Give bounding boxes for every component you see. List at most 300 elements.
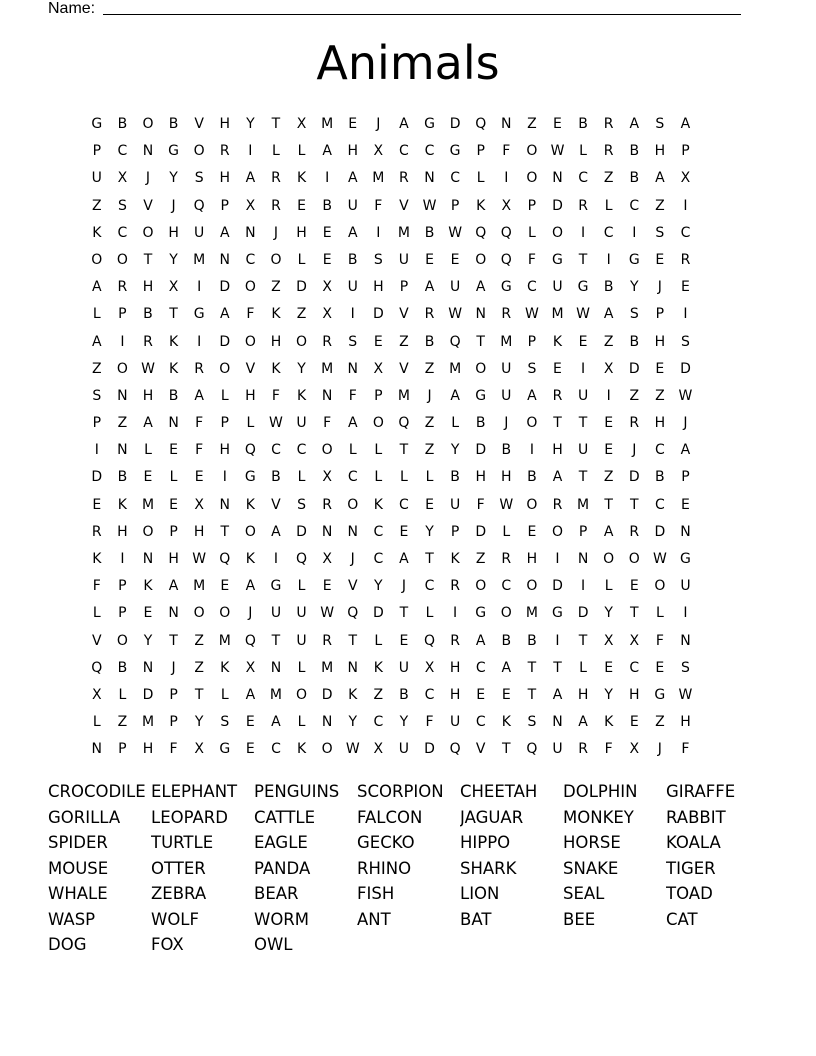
grid-letter: C (603, 224, 614, 241)
grid-letter: H (219, 170, 231, 187)
grid-letter: X (322, 279, 332, 296)
grid-letter: C (680, 224, 691, 241)
grid-letter: W (678, 387, 693, 404)
word-list-item: FISH (357, 884, 395, 903)
grid-letter: G (91, 116, 103, 132)
grid-letter: P (220, 197, 229, 214)
grid-row (84, 383, 698, 410)
grid-letter: Q (449, 741, 461, 758)
grid-letter: D (424, 741, 435, 758)
grid-letter: U (449, 496, 461, 513)
grid-letter: D (296, 279, 307, 296)
grid-letter: U (449, 714, 461, 731)
grid-letter: T (348, 632, 358, 649)
grid-letter: B (629, 143, 640, 160)
grid-letter: S (220, 714, 230, 731)
grid-letter: H (449, 686, 461, 703)
word-list-item: LEOPARD (151, 807, 228, 827)
grid-letter: G (193, 306, 205, 323)
grid-letter: L (655, 605, 664, 622)
grid-letter: T (169, 632, 178, 649)
grid-letter: D (91, 469, 103, 486)
grid-letter: H (629, 686, 640, 703)
grid-letter: M (321, 116, 334, 132)
grid-letter: A (92, 333, 102, 350)
grid-letter: Z (117, 415, 128, 432)
grid-row (84, 546, 698, 573)
grid-letter: N (321, 387, 333, 404)
grid-letter: L (92, 714, 101, 731)
grid-letter: I (376, 224, 381, 241)
grid-letter: Z (655, 197, 665, 214)
word-list-item: GECKO (357, 833, 415, 852)
grid-letter: V (143, 197, 153, 214)
grid-letter: H (552, 442, 563, 459)
grid-letter: U (347, 279, 358, 296)
grid-letter: J (657, 741, 662, 758)
grid-letter: A (143, 415, 153, 432)
grid-letter: L (297, 578, 306, 595)
grid-letter: C (271, 741, 281, 758)
word-list-item: TOAD (666, 884, 713, 903)
grid-row (84, 573, 698, 600)
grid-letter: O (500, 605, 512, 622)
grid-letter: O (603, 551, 615, 567)
grid-letter: P (92, 143, 102, 160)
grid-letter: D (372, 306, 384, 323)
grid-letter: O (116, 632, 128, 649)
grid-letter: J (376, 116, 381, 132)
word-list-item: PENGUINS (254, 782, 340, 801)
grid-letter: B (527, 632, 537, 649)
grid-letter: Z (655, 714, 665, 731)
grid-letter: L (297, 251, 306, 268)
grid-letter: X (424, 659, 435, 676)
grid-letter: K (296, 170, 307, 187)
grid-letter: E (681, 279, 690, 296)
grid-letter: E (655, 251, 665, 268)
grid-letter: P (527, 333, 537, 350)
grid-letter: Y (425, 523, 434, 540)
grid-letter: D (219, 333, 231, 350)
grid-letter: E (425, 251, 434, 268)
grid-letter: T (399, 605, 409, 622)
grid-letter: T (169, 306, 178, 323)
grid-letter: O (475, 251, 487, 268)
grid-letter: L (527, 224, 536, 241)
grid-letter: C (654, 496, 665, 513)
grid-letter: Q (500, 224, 512, 241)
grid-letter: U (398, 659, 410, 676)
grid-letter: H (117, 523, 128, 540)
grid-row (84, 628, 698, 655)
grid-letter: W (652, 551, 667, 567)
grid-letter: S (348, 333, 358, 350)
grid-letter: E (655, 659, 665, 676)
grid-letter: Z (424, 442, 435, 459)
grid-letter: R (450, 578, 460, 595)
grid-letter: X (322, 551, 332, 567)
grid-letter: T (578, 469, 588, 486)
grid-letter: T (629, 496, 639, 513)
grid-letter: D (577, 605, 589, 622)
grid-letter: J (350, 551, 355, 567)
grid-letter: P (169, 523, 178, 540)
grid-letter: O (551, 224, 563, 241)
grid-letter: E (143, 605, 153, 622)
grid-letter: A (424, 279, 435, 296)
grid-letter: I (197, 279, 202, 296)
name-underline (103, 14, 741, 15)
grid-letter: I (504, 170, 509, 187)
grid-letter: X (373, 143, 384, 160)
grid-letter: R (322, 496, 332, 513)
grid-row (84, 301, 698, 328)
grid-letter: I (94, 442, 99, 459)
grid-letter: Z (603, 333, 614, 350)
grid-letter: P (118, 306, 127, 323)
grid-letter: E (553, 360, 562, 377)
grid-letter: C (245, 251, 256, 268)
grid-letter: L (579, 659, 587, 676)
grid-letter: E (578, 333, 588, 350)
grid-letter: M (372, 170, 385, 187)
grid-letter: B (629, 170, 640, 187)
grid-letter: X (603, 632, 614, 649)
grid-letter: J (273, 224, 279, 241)
grid-letter: V (347, 578, 358, 595)
grid-letter: U (680, 578, 691, 595)
grid-letter: U (577, 442, 589, 459)
grid-letter: Q (193, 197, 205, 214)
grid-letter: B (322, 197, 332, 214)
grid-letter: I (325, 170, 330, 187)
word-list-item: OWL (254, 935, 293, 954)
grid-letter: M (577, 496, 590, 513)
grid-letter: L (297, 659, 306, 676)
grid-row (84, 193, 698, 220)
grid-letter: Q (500, 251, 512, 268)
grid-letter: C (450, 170, 460, 187)
grid-letter: F (502, 143, 511, 160)
grid-letter: D (654, 523, 666, 540)
grid-letter: L (425, 605, 434, 622)
grid-letter: E (92, 496, 102, 513)
grid-letter: O (116, 251, 128, 268)
word-list-item: WOLF (151, 909, 199, 929)
grid-letter: I (683, 605, 688, 622)
grid-letter: L (297, 714, 306, 731)
grid-letter: L (220, 387, 229, 404)
grid-letter: O (91, 251, 103, 268)
grid-letter: Z (399, 333, 409, 350)
grid-letter: P (169, 714, 178, 731)
grid-letter: I (350, 306, 355, 323)
grid-letter: T (425, 551, 434, 567)
grid-letter: A (219, 224, 230, 241)
grid-letter: I (632, 224, 637, 241)
grid-letter: O (628, 551, 640, 567)
grid-letter: L (246, 415, 255, 432)
grid-letter: T (502, 741, 511, 758)
grid-letter: H (142, 279, 154, 296)
grid-letter: D (321, 686, 333, 703)
grid-letter: E (245, 741, 255, 758)
grid-letter: V (399, 360, 409, 377)
grid-letter: R (501, 306, 512, 323)
grid-letter: O (244, 523, 256, 540)
grid-letter: Z (92, 360, 102, 377)
grid-letter: A (527, 387, 537, 404)
grid-letter: B (655, 469, 665, 486)
grid-letter: C (296, 442, 307, 459)
grid-letter: R (322, 632, 332, 649)
grid-letter: S (297, 496, 306, 513)
grid-letter: K (271, 306, 281, 323)
grid-letter: M (218, 632, 231, 649)
letter-grid (84, 111, 698, 764)
grid-letter: E (425, 496, 434, 513)
grid-letter: W (141, 360, 155, 377)
grid-letter: N (142, 143, 154, 160)
grid-row (84, 138, 698, 165)
word-list-item: HIPPO (460, 833, 511, 852)
grid-letter: Z (194, 632, 204, 649)
grid-letter: B (271, 469, 281, 486)
name-field (48, 0, 748, 20)
grid-letter: A (578, 714, 588, 731)
grid-letter: K (168, 333, 179, 350)
grid-letter: C (373, 714, 384, 731)
grid-letter: C (501, 578, 512, 595)
grid-letter: X (92, 686, 102, 703)
grid-letter: A (322, 143, 332, 160)
grid-letter: W (576, 306, 590, 323)
grid-letter: C (424, 578, 435, 595)
grid-letter: T (194, 686, 204, 703)
grid-letter: D (628, 469, 640, 486)
grid-letter: N (347, 659, 358, 676)
word-list-item: WORM (254, 909, 310, 929)
grid-letter: A (245, 578, 256, 595)
grid-letter: V (245, 360, 256, 377)
grid-letter: J (427, 387, 432, 404)
grid-letter: L (374, 632, 383, 649)
grid-letter: Y (450, 442, 460, 459)
grid-letter: M (193, 578, 206, 595)
grid-letter: G (244, 469, 256, 486)
grid-letter: O (654, 578, 666, 595)
grid-letter: Q (244, 442, 256, 459)
grid-letter: E (322, 578, 332, 595)
grid-letter: M (321, 360, 334, 377)
grid-letter: T (553, 659, 562, 676)
grid-letter: U (398, 251, 410, 268)
grid-letter: B (117, 469, 128, 486)
grid-letter: B (603, 279, 614, 296)
grid-letter: N (347, 523, 358, 540)
grid-letter: N (142, 659, 154, 676)
grid-letter: O (526, 143, 538, 160)
grid-letter: E (527, 523, 537, 540)
word-list-item: SCORPION (357, 782, 444, 801)
grid-letter: R (603, 116, 614, 132)
grid-letter: V (194, 116, 204, 132)
grid-letter: R (271, 170, 281, 187)
grid-letter: R (578, 741, 588, 758)
grid-letter: U (449, 279, 461, 296)
grid-letter: S (194, 170, 204, 187)
grid-row (84, 247, 698, 274)
grid-letter: B (117, 659, 128, 676)
grid-letter: S (681, 659, 690, 676)
grid-letter: B (475, 415, 486, 432)
grid-letter: K (552, 333, 563, 350)
grid-letter: Z (92, 197, 102, 214)
grid-letter: O (475, 578, 487, 595)
grid-letter: W (269, 415, 283, 432)
grid-letter: N (321, 523, 333, 540)
grid-letter: X (117, 170, 128, 187)
grid-letter: I (222, 469, 227, 486)
grid-letter: R (322, 333, 332, 350)
grid-letter: O (526, 415, 538, 432)
grid-row (84, 709, 698, 736)
word-list-item: SNAKE (563, 858, 619, 878)
grid-letter: D (219, 279, 231, 296)
grid-letter: K (92, 224, 102, 241)
grid-letter: M (397, 387, 410, 404)
grid-letter: S (629, 306, 639, 323)
grid-letter: O (244, 333, 256, 350)
grid-letter: R (552, 387, 563, 404)
word-list-item: MOUSE (48, 858, 109, 878)
grid-letter: O (526, 496, 538, 513)
grid-letter: G (270, 578, 282, 595)
grid-letter: C (527, 279, 537, 296)
grid-letter: I (606, 251, 611, 268)
word-list-item: PANDA (254, 858, 311, 878)
grid-letter: S (527, 714, 537, 731)
grid-letter: G (168, 143, 179, 160)
grid-row (84, 655, 698, 682)
grid-letter: N (321, 714, 333, 731)
grid-letter: A (680, 116, 691, 132)
grid-letter: H (168, 551, 179, 567)
grid-letter: N (219, 496, 230, 513)
grid-letter: G (654, 686, 666, 703)
grid-letter: A (552, 686, 563, 703)
grid-letter: X (501, 197, 512, 214)
grid-letter: F (169, 741, 178, 758)
grid-letter: B (424, 224, 435, 241)
grid-letter: G (552, 251, 563, 268)
grid-letter: N (142, 551, 154, 567)
grid-letter: H (654, 143, 666, 160)
grid-letter: S (527, 360, 537, 377)
grid-letter: N (245, 224, 256, 241)
grid-letter: L (374, 469, 383, 486)
grid-letter: D (449, 116, 461, 132)
grid-row (84, 165, 698, 192)
grid-letter: C (373, 551, 384, 567)
grid-letter: H (475, 469, 486, 486)
grid-letter: H (373, 279, 384, 296)
grid-letter: H (219, 442, 231, 459)
grid-letter: G (500, 279, 512, 296)
grid-letter: O (219, 360, 231, 377)
grid-letter: A (347, 224, 358, 241)
grid-letter: S (117, 197, 127, 214)
grid-letter: V (92, 632, 102, 649)
grid-letter: F (655, 632, 664, 649)
word-list-item: MONKEY (563, 807, 634, 827)
grid-letter: F (374, 197, 383, 214)
grid-letter: H (142, 741, 154, 758)
grid-letter: J (683, 415, 688, 432)
grid-letter: Y (399, 714, 409, 731)
grid-letter: B (347, 251, 358, 268)
word-list-item: FOX (151, 935, 184, 954)
grid-letter: L (579, 143, 587, 160)
grid-letter: X (168, 279, 179, 296)
word-list-item: EAGLE (254, 833, 308, 852)
grid-letter: Z (629, 387, 640, 404)
grid-letter: C (347, 469, 358, 486)
grid-letter: I (581, 224, 586, 241)
grid-letter: S (373, 251, 383, 268)
grid-letter: Q (296, 551, 308, 567)
grid-letter: C (629, 197, 640, 214)
grid-letter: H (449, 659, 461, 676)
grid-letter: N (117, 442, 128, 459)
grid-letter: E (501, 686, 511, 703)
word-list-item: LION (460, 884, 500, 903)
grid-letter: H (680, 714, 691, 731)
grid-letter: C (654, 442, 665, 459)
grid-letter: K (245, 496, 255, 513)
grid-letter: L (272, 143, 280, 160)
grid-letter: P (118, 578, 127, 595)
grid-letter: T (578, 415, 588, 432)
grid-letter: R (501, 551, 512, 567)
grid-letter: U (296, 605, 307, 622)
grid-letter: K (373, 659, 383, 676)
grid-letter: Z (475, 551, 486, 567)
grid-letter: R (603, 143, 614, 160)
grid-letter: Q (475, 224, 487, 241)
grid-letter: V (399, 306, 409, 323)
word-list-item: HORSE (563, 833, 621, 852)
grid-letter: K (92, 551, 102, 567)
grid-letter: N (168, 605, 179, 622)
grid-letter: Y (169, 170, 178, 187)
grid-letter: B (399, 686, 409, 703)
grid-letter: G (475, 387, 487, 404)
grid-letter: U (296, 415, 307, 432)
grid-letter: Z (194, 659, 204, 676)
grid-letter: I (248, 143, 253, 160)
grid-letter: F (271, 387, 280, 404)
grid-letter: Q (244, 632, 256, 649)
grid-letter: F (92, 578, 101, 595)
grid-letter: G (680, 551, 691, 567)
grid-letter: F (425, 714, 434, 731)
grid-letter: N (424, 170, 435, 187)
grid-letter: A (219, 306, 230, 323)
grid-letter: D (372, 605, 384, 622)
grid-letter: P (92, 415, 102, 432)
